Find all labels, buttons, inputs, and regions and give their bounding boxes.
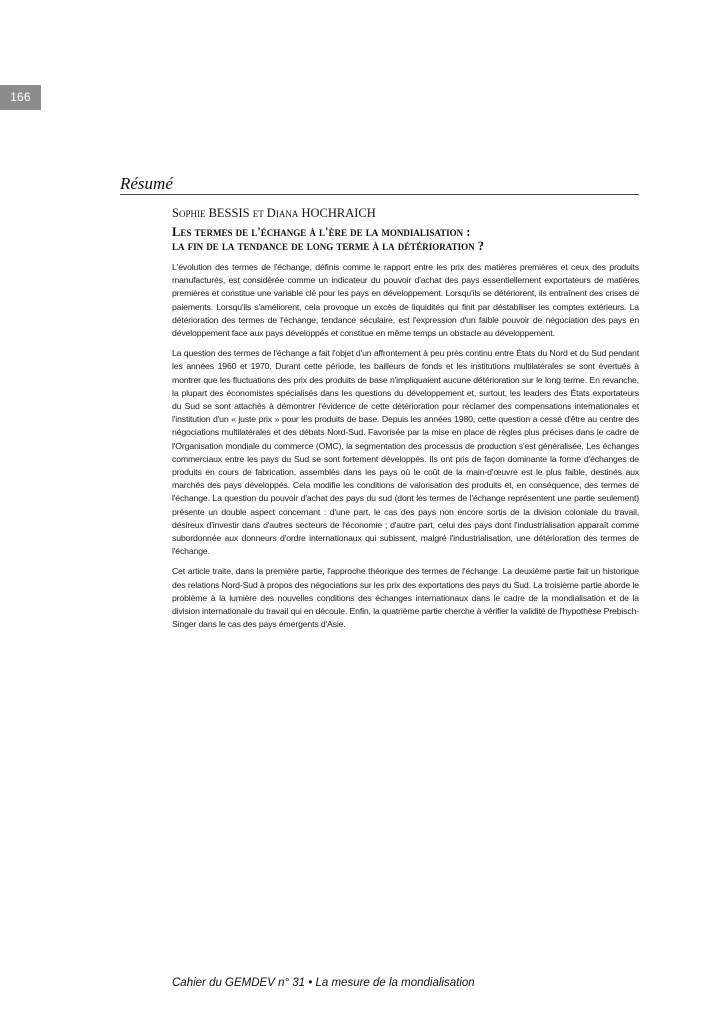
article-title-line-1: Les termes de l'échange à l'ère de la mondialisation : <box>172 225 471 239</box>
abstract-paragraph-3: Cet article traite, dans la première partie, l'approche théorique des termes de l'échange. La deuxième partie fait un historique des relations Nord-Sud à propos des négociations sur les prix des exportations des pays du Sud. La troisième partie aborde le problème à la lumière des nouvelles conditions des échanges internationaux dans le cadre de la mondialisation et de la division internationale du travail qui en découle. Enfin, la quatrième partie cherche à vérifier la validité de l'hypothèse Prebisch-Singer dans le cas des pays émergents d'Asie. <box>172 566 639 630</box>
title-rule <box>120 194 639 195</box>
page-number-tab: 166 <box>0 85 41 110</box>
authors-line: Sophie BESSIS et Diana HOCHRAICH <box>172 206 376 220</box>
section-title: Résumé <box>120 174 173 193</box>
abstract-body <box>172 205 639 638</box>
abstract-paragraph-2: La question des termes de l'échange a fait l'objet d'un affrontement à peu près continu entre États du Nord et du Sud pendant les années 1960 et 1970. Durant cette période, les bailleurs de fonds et les institutions multilatérales se sont évertués à montrer que les fluctuations des prix des produits de base n'impliquaient aucune détérioration sur le long terme. En revanche, la plupart des économistes spécialisés dans les questions du développement et, surtout, les leaders des États exportateurs du Sud se sont attachés à démontrer l'évidence de cette détérioration pour réclamer des compensations internationales et l'institution d'un « juste prix » pour les produits de base. Depuis les années 1980, cette question a cessé d'être au centre des négociations multilatérales et des débats Nord-Sud. Favorisée par la mise en place de règles plus précises dans le cadre de l'Organisation mondiale du commerce (OMC), la segmentation des processus de production s'est généralisée. Les échanges commerciaux entre les pays du Sud se sont fortement développés. Ils ont pris de façon dominante la forme d'échanges de produits en cours de fabrication, assemblés dans les pays où le coût de la main-d'œuvre est le plus faible, destinés aux marchés des pays développés. Cela modifie les conditions de valorisation des produits et, en conséquence, des termes de l'échange. La question du pouvoir d'achat des pays du sud (dont les termes de l'échange représentent une partie seulement) présente un double aspect concernant : d'une part, le cas des pays non encore sortis de la division coloniale du travail, désireux d'investir dans d'autres secteurs de l'économie ; d'autre part, celui des pays dont l'industrialisation apparaît comme subordonnée aux donneurs d'ordre internationaux qui subissent, malgré l'industrialisation, une détérioration des termes de l'échange. <box>172 348 639 557</box>
running-footer: Cahier du GEMDEV n° 31 • La mesure de la mondialisation <box>172 977 475 989</box>
article-title <box>172 225 639 253</box>
abstract-paragraph-1: L'évolution des termes de l'échange, définis comme le rapport entre les prix des matières premières et ceux des produits manufacturés, est considérée comme un indicateur du pouvoir d'achat des pays essentiellement exportateurs de matières premières et constitue une variable clé pour les pays en développement. Lorsqu'ils se détériorent, ils entraînent des crises de paiements. Lorsqu'ils s'améliorent, cela provoque un excès de liquidités qui finit par déstabiliser les comptes extérieurs. La détérioration des termes de l'échange, tendance séculaire, est l'expression d'un faible pouvoir de négociation des pays en développement face aux pays développés et constitue en même temps un obstacle au développement. <box>172 262 639 339</box>
article-title-line-2: la fin de la tendance de long terme à la détérioration ? <box>172 239 484 253</box>
